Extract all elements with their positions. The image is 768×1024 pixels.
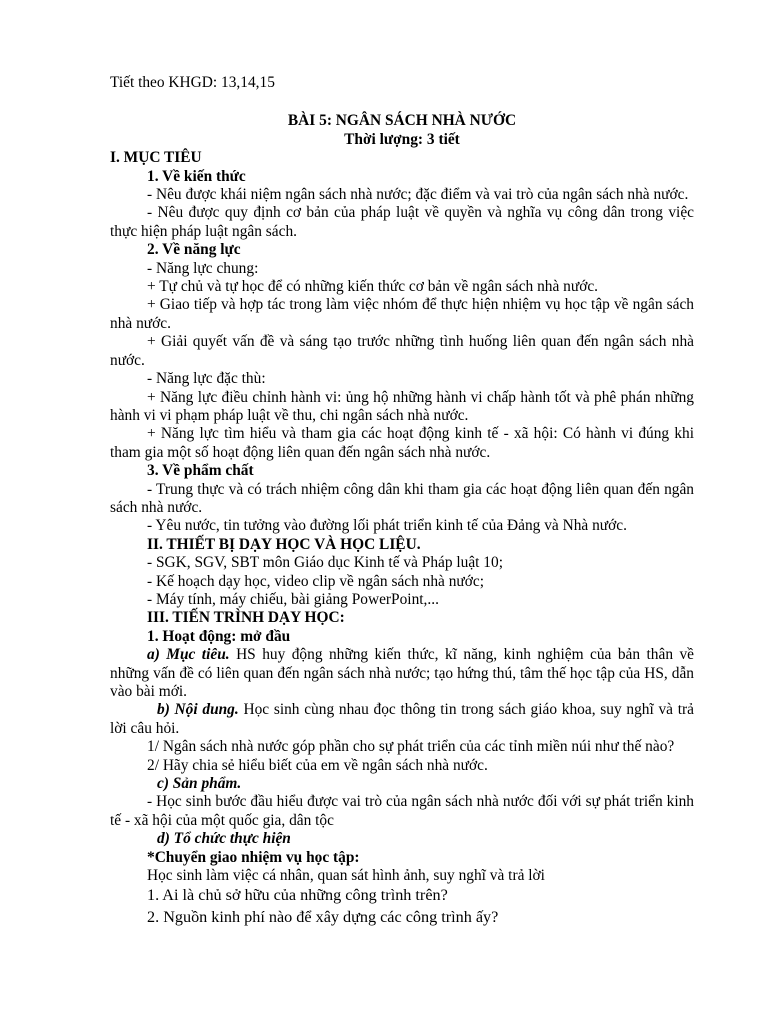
section-3-heading: III. TIẾN TRÌNH DẠY HỌC: [147, 609, 345, 627]
general-competence-item: + Giải quyết vấn đề và sáng tạo trước những tình huống liên quan đến ngân sách nhà nước. [110, 333, 694, 369]
spacer [110, 92, 694, 112]
quality-item: - Trung thực và có trách nhiệm công dân khi tham gia các hoạt động liên quan đến ngân sách nhà nước. [110, 480, 694, 516]
lesson-title: BÀI 5: NGÂN SÁCH NHÀ NƯỚC [287, 112, 517, 130]
equipment-item: - Máy tính, máy chiếu, bài giảng PowerPoint,... [147, 590, 439, 608]
task-question: 2. Nguồn kinh phí nào để xây dựng các công trình ấy? [147, 907, 499, 926]
knowledge-item: - Nêu được khái niệm ngân sách nhà nước; đặc điểm và vai trò của ngân sách nhà nước. [147, 186, 689, 204]
product-text: - Học sinh bước đầu hiểu được vai trò của ngân sách nhà nước đối với sự phát triển kinh tế - xã hội của một quốc gia, dân tộc [110, 793, 694, 829]
activity-content [110, 701, 694, 738]
specific-competence-item: + Năng lực tìm hiểu và tham gia các hoạt động kinh tế - xã hội: Có hành vi đúng khi tham gia một số hoạt động liên quan đến ngân sách nhà nước. [110, 425, 694, 461]
general-competence-item: + Giao tiếp và hợp tác trong làm việc nhóm để thực hiện nhiệm vụ học tập về ngân sách nhà nước. [110, 296, 694, 332]
lesson-duration: Thời lượng: 3 tiết [344, 130, 460, 148]
section-2-heading: II. THIẾT BỊ DẠY HỌC VÀ HỌC LIỆU. [147, 535, 421, 553]
knowledge-heading: 1. Về kiến thức [147, 167, 246, 185]
content-label: b) Nội dung. [157, 701, 239, 719]
section-1-heading: I. MỤC TIÊU [110, 149, 202, 167]
specific-competence-item: + Năng lực điều chỉnh hành vi: ủng hộ những hành vi chấp hành tốt và phê phán những hành vi vi phạm pháp luật về thu, chi ngân sách nhà nước. [110, 388, 694, 424]
product-label: c) Sản phẩm. [157, 775, 242, 793]
knowledge-item: - Nêu được quy định cơ bản của pháp luật về quyền và nghĩa vụ công dân trong việc thực hiện pháp luật ngân sách. [110, 204, 694, 240]
organization-label: d) Tổ chức thực hiện [157, 830, 291, 848]
activity-goal [110, 646, 694, 701]
activity-1-heading: 1. Hoạt động: mở đầu [147, 627, 291, 645]
general-competence-label: - Năng lực chung: [147, 259, 259, 277]
goal-text: HS huy động những kiến thức, kĩ năng, kinh nghiệm của bản thân về những vấn đề có liên quan đến ngân sách nhà nước; tạo hứng thú, tâm thế học tập của HS, dẫn vào bài mới. [110, 646, 694, 700]
equipment-item: - SGK, SGV, SBT môn Giáo dục Kinh tế và Pháp luật 10; [147, 554, 503, 572]
competence-heading: 2. Về năng lực [147, 241, 241, 259]
document-page [110, 74, 694, 928]
goal-label: a) Mục tiêu. [147, 646, 230, 664]
task-question: 1. Ai là chủ sở hữu của những công trình trên? [147, 886, 448, 905]
equipment-item: - Kế hoạch dạy học, video clip về ngân sách nhà nước; [147, 572, 485, 590]
quality-item: - Yêu nước, tin tưởng vào đường lối phát triển kinh tế của Đảng và Nhà nước. [147, 517, 627, 535]
quality-heading: 3. Về phẩm chất [147, 462, 254, 480]
task-label: *Chuyển giao nhiệm vụ học tập: [147, 848, 360, 866]
activity-question: 2/ Hãy chia sẻ hiểu biết của em về ngân sách nhà nước. [147, 756, 488, 774]
task-text: Học sinh làm việc cá nhân, quan sát hình ảnh, suy nghĩ và trả lời [147, 867, 545, 885]
general-competence-item: + Tự chủ và tự học để có những kiến thức cơ bản về ngân sách nhà nước. [147, 278, 599, 296]
content-text: Học sinh cùng nhau đọc thông tin trong sách giáo khoa, suy nghĩ và trả lời câu hỏi. [110, 701, 694, 737]
activity-question: 1/ Ngân sách nhà nước góp phần cho sự phát triển của các tỉnh miền núi như thế nào? [147, 738, 675, 756]
lesson-ref: Tiết theo KHGD: 13,14,15 [110, 74, 275, 91]
specific-competence-label: - Năng lực đặc thù: [147, 370, 266, 388]
